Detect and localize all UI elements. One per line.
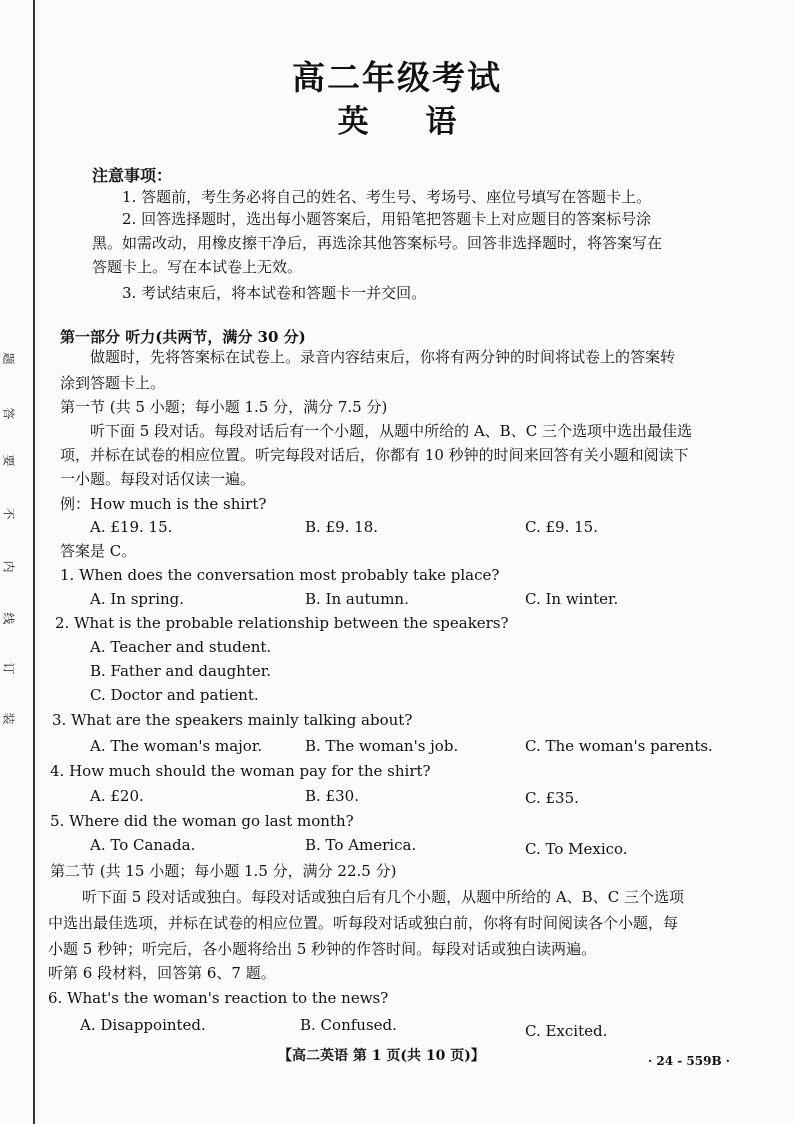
section2-intro-1: 听下面 5 段对话或独白。每段对话或独白后有几个小题，从题中所给的 A、B、C 三个选项: [82, 888, 684, 906]
section2-intro-4: 听第 6 段材料，回答第 6、7 题。: [48, 964, 276, 982]
question-6: 6. What's the woman's reaction to the news?: [48, 989, 389, 1007]
note-1: 1. 答题前，考生务必将自己的姓名、考生号、考场号、座位号填写在答题卡上。: [122, 188, 652, 206]
section1-intro-3: 一小题。每段对话仅读一遍。: [60, 470, 256, 488]
q1-option-c: C. In winter.: [525, 590, 619, 608]
q4-option-c: C. £35.: [525, 789, 579, 807]
side-char: 要: [1, 454, 16, 467]
binding-line: [33, 0, 35, 1124]
side-char: 题: [1, 352, 16, 365]
footer-page-info: 【高二英语 第 1 页(共 10 页)】: [278, 1048, 485, 1064]
side-char: 线: [1, 612, 16, 625]
part1-intro-2: 涂到答题卡上。: [60, 374, 166, 392]
footer-code: · 24 - 559B ·: [648, 1054, 730, 1068]
question-4: 4. How much should the woman pay for the shirt?: [50, 762, 431, 780]
example-answer: 答案是 C。: [60, 542, 137, 560]
question-3: 3. What are the speakers mainly talking about?: [52, 711, 413, 729]
q4-option-b: B. £30.: [305, 787, 359, 805]
q6-option-b: B. Confused.: [300, 1016, 397, 1034]
notes-heading: 注意事项：: [92, 166, 173, 185]
side-char: 装: [1, 712, 16, 725]
q5-option-a: A. To Canada.: [90, 836, 196, 854]
section2-heading: 第二节 (共 15 小题；每小题 1.5 分，满分 22.5 分): [50, 862, 397, 880]
q5-option-b: B. To America.: [305, 836, 417, 854]
section1-intro-1: 听下面 5 段对话。每段对话后有一个小题，从题中所给的 A、B、C 三个选项中选出最佳选: [90, 422, 692, 440]
side-char: 不: [1, 507, 16, 520]
example-question: 例：How much is the shirt?: [60, 495, 267, 513]
q3-option-a: A. The woman's major.: [90, 737, 263, 755]
q3-option-b: B. The woman's job.: [305, 737, 459, 755]
question-2: 2. What is the probable relationship between the speakers?: [55, 614, 509, 632]
note-2c: 答题卡上。写在本试卷上无效。: [92, 258, 303, 276]
side-char: 订: [1, 662, 16, 675]
q1-option-b: B. In autumn.: [305, 590, 409, 608]
section2-intro-2: 中选出最佳选项，并标在试卷的相应位置。听每段对话或独白前，你将有时间阅读各个小题，每: [48, 914, 679, 932]
q2-option-a: A. Teacher and student.: [90, 638, 272, 656]
example-option-a: A. £19. 15.: [90, 518, 173, 536]
side-char: 内: [1, 560, 16, 573]
q2-option-c: C. Doctor and patient.: [90, 686, 259, 704]
question-1: 1. When does the conversation most probably take place?: [60, 566, 500, 584]
page-title: 高二年级考试: [292, 58, 502, 97]
part1-intro-1: 做题时，先将答案标在试卷上。录音内容结束后，你将有两分钟的时间将试卷上的答案转: [90, 348, 676, 366]
part1-heading: 第一部分 听力(共两节，满分 30 分): [60, 328, 306, 346]
question-5: 5. Where did the woman go last month?: [50, 812, 354, 830]
note-3: 3. 考试结束后，将本试卷和答题卡一并交回。: [122, 284, 427, 302]
subject-title: 英 语: [337, 104, 457, 140]
q2-option-b: B. Father and daughter.: [90, 662, 272, 680]
q6-option-a: A. Disappointed.: [80, 1016, 206, 1034]
section2-intro-3: 小题 5 秒钟；听完后，各小题将给出 5 秒钟的作答时间。每段对话或独白读两遍。: [48, 940, 597, 958]
q6-option-c: C. Excited.: [525, 1022, 608, 1040]
example-option-c: C. £9. 15.: [525, 518, 598, 536]
side-char: 答: [1, 407, 16, 420]
q5-option-c: C. To Mexico.: [525, 840, 628, 858]
note-2a: 2. 回答选择题时，选出每小题答案后，用铅笔把答题卡上对应题目的答案标号涂: [122, 210, 652, 228]
section1-heading: 第一节 (共 5 小题；每小题 1.5 分，满分 7.5 分): [60, 398, 388, 416]
q1-option-a: A. In spring.: [90, 590, 185, 608]
q4-option-a: A. £20.: [90, 787, 144, 805]
example-option-b: B. £9. 18.: [305, 518, 379, 536]
section1-intro-2: 项，并标在试卷的相应位置。听完每段对话后，你都有 10 秒钟的时间来回答有关小题和阅读下: [60, 446, 689, 464]
q3-option-c: C. The woman's parents.: [525, 737, 713, 755]
note-2b: 黑。如需改动，用橡皮擦干净后，再选涂其他答案标号。回答非选择题时，将答案写在: [92, 234, 663, 252]
